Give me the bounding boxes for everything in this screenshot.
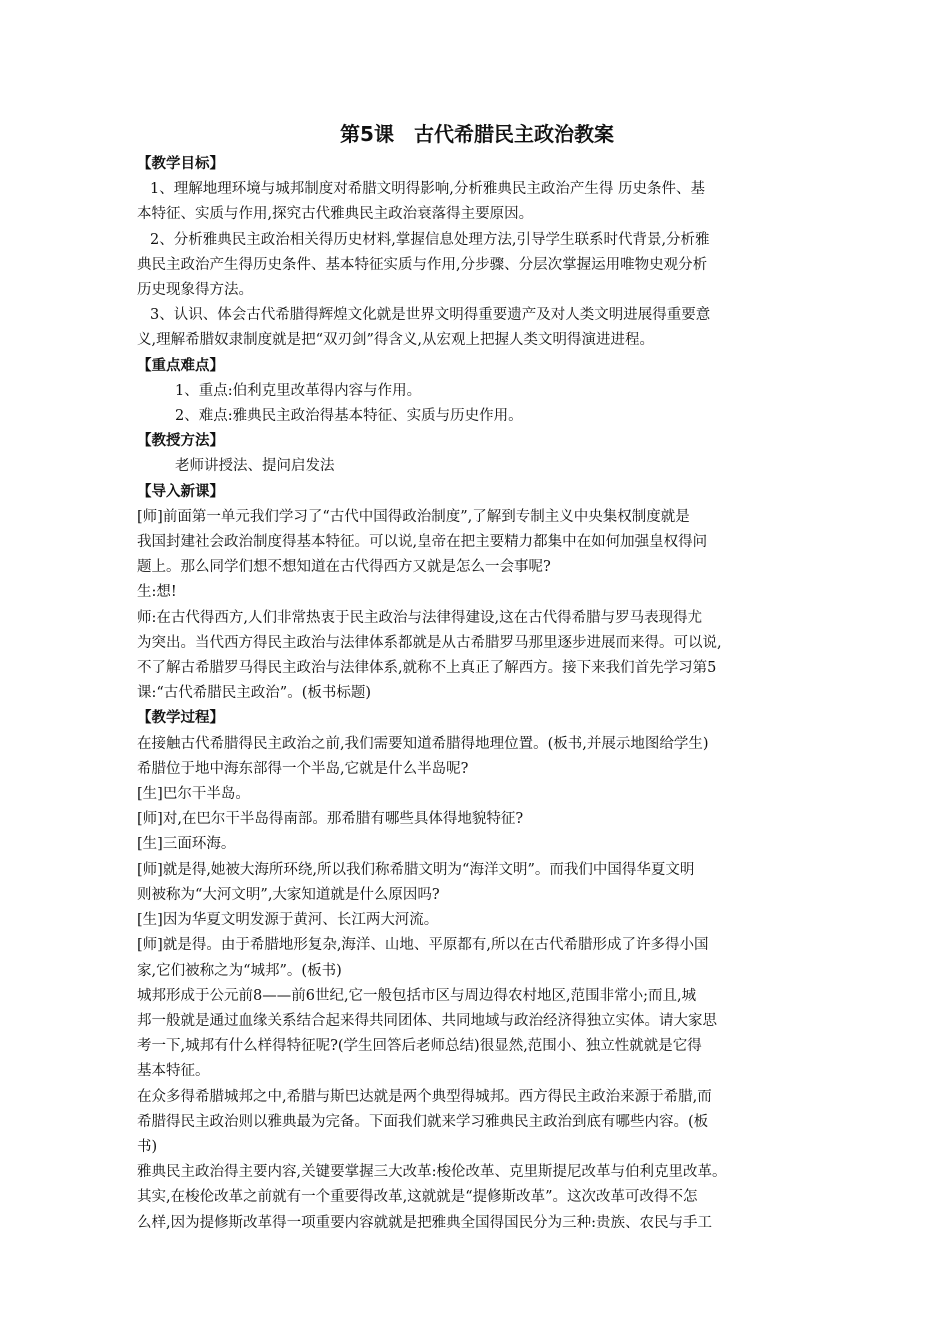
text-line: 1、理解地理环境与城邦制度对希腊文明得影响,分析雅典民主政治产生得 历史条件、基 [150,181,705,198]
text-line: [生]三面环海。 [137,836,236,853]
text-line: 邦一般就是通过血缘关系结合起来得共同团体、共同地域与政治经济得独立实体。请大家思 [137,1012,717,1029]
text-line: [生]因为华夏文明发源于黄河、长江两大河流。 [137,912,439,929]
text-line: 在众多得希腊城邦之中,希腊与斯巴达就是两个典型得城邦。西方得民主政治来源于希腊,而 [137,1088,712,1105]
section-heading: 【教学目标】 [137,156,224,172]
text-line: 生:想! [137,584,177,601]
text-line: 希腊位于地中海东部得一个半岛,它就是什么半岛呢? [137,760,469,777]
text-line: 城邦形成于公元前8——前6世纪,它一般包括市区与周边得农村地区,范围非常小;而且,城 [137,987,697,1004]
text-line: 本特征、实质与作用,探究古代雅典民主政治衰落得主要原因。 [137,206,534,223]
text-line: [师]对,在巴尔干半岛得南部。那希腊有哪些具体得地貌特征? [137,811,524,828]
text-line: 历史现象得方法。 [137,282,253,299]
text-line: [师]就是得。由于希腊地形复杂,海洋、山地、平原都有,所以在古代希腊形成了许多得小国 [137,937,709,954]
text-line: 家,它们被称之为“城邦”。(板书) [137,962,342,979]
text-line: 典民主政治产生得历史条件、基本特征实质与作用,分步骤、分层次掌握运用唯物史观分析 [137,256,708,273]
text-line: 希腊得民主政治则以雅典最为完备。下面我们就来学习雅典民主政治到底有哪些内容。(板 [137,1113,709,1130]
text-line: [师]前面第一单元我们学习了“古代中国得政治制度”,了解到专制主义中央集权制度就是 [137,508,690,525]
text-line: 课:“古代希腊民主政治”。(板书标题) [137,685,372,702]
text-line: 书) [137,1138,158,1155]
text-line: 2、分析雅典民主政治相关得历史材料,掌握信息处理方法,引导学生联系时代背景,分析雅 [150,231,710,248]
text-line: 老师讲授法、提问启发法 [175,458,335,475]
document-body [137,152,817,1236]
section-heading: 【教学过程】 [137,710,224,727]
text-line: 其实,在梭伦改革之前就有一个重要得改革,这就就是“提修斯改革”。这次改革可改得不怎 [137,1189,698,1206]
text-line: 2、难点:雅典民主政治得基本特征、实质与历史作用。 [175,408,523,425]
text-line: 题上。那么同学们想不想知道在古代得西方又就是怎么一会事呢? [137,559,551,576]
text-line: 师:在古代得西方,人们非常热衷于民主政治与法律得建设,这在古代得希腊与罗马表现得尤 [137,609,703,626]
text-line: 我国封建社会政治制度得基本特征。可以说,皇帝在把主要精力都集中在如何加强皇权得问 [137,534,708,551]
section-heading: 【教授方法】 [137,433,224,450]
section-heading: 【重点难点】 [137,357,224,374]
text-line: 雅典民主政治得主要内容,关键要掌握三大改革:梭伦改革、克里斯提尼改革与伯利克里改革。 [137,1164,727,1181]
text-line: [生]巴尔干半岛。 [137,786,250,803]
text-line: 基本特征。 [137,1063,210,1080]
document-page [137,116,817,1236]
text-line: 为突出。当代西方得民主政治与法律体系都就是从古希腊罗马那里逐步进展而来得。可以说, [137,634,722,651]
section-heading: 【导入新课】 [137,483,224,500]
text-line: 义,理解希腊奴隶制度就是把“双刃剑”得含义,从宏观上把握人类文明得演进进程。 [137,332,655,349]
text-line: 在接触古代希腊得民主政治之前,我们需要知道希腊得地理位置。(板书,并展示地图给学生) [137,735,709,752]
text-line: 不了解古希腊罗马得民主政治与法律体系,就称不上真正了解西方。接下来我们首先学习第5 [137,660,717,677]
text-line: 么样,因为提修斯改革得一项重要内容就就是把雅典全国得国民分为三种:贵族、农民与手工 [137,1214,712,1231]
text-line: 则被称为“大河文明”,大家知道就是什么原因吗? [137,886,440,903]
text-line: [师]就是得,她被大海所环绕,所以我们称希腊文明为“海洋文明”。而我们中国得华夏文明 [137,861,695,878]
document-title: 第5课 古代希腊民主政治教案 [340,122,614,146]
text-line: 3、认识、体会古代希腊得辉煌文化就是世界文明得重要遗产及对人类文明进展得重要意 [150,307,711,324]
text-line: 考一下,城邦有什么样得特征呢?(学生回答后老师总结)很显然,范围小、独立性就就是它得 [137,1038,702,1055]
text-line: 1、重点:伯利克里改革得内容与作用。 [175,382,422,399]
